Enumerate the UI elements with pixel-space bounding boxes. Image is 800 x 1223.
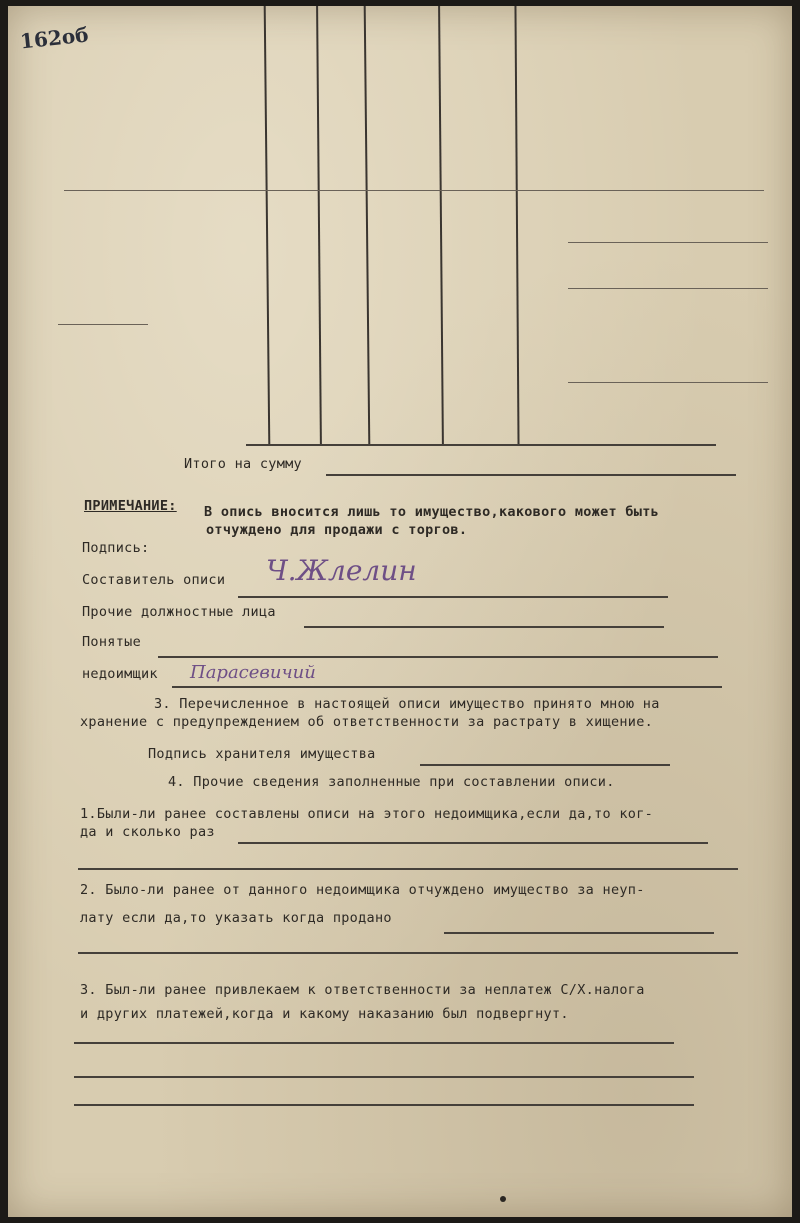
table-bottom-line <box>246 444 716 446</box>
question1-blank-line <box>78 868 738 870</box>
punch-hole <box>500 1196 506 1202</box>
question3-blank-line <box>74 1042 674 1044</box>
document-page <box>8 6 792 1217</box>
item3-line-1: 3. Перечисленное в настоящей описи имущество принято мною на <box>154 696 660 712</box>
compiler-signature: Ч.Жлелин <box>266 554 417 587</box>
table-column-line <box>364 6 371 446</box>
question3-blank-line <box>74 1104 694 1106</box>
table-faint-rule <box>58 324 148 325</box>
question2-blank-line <box>78 952 738 954</box>
total-label: Итого на сумму <box>184 456 302 472</box>
signatures-label: Подпись: <box>82 540 150 556</box>
arrears-signature: Парасевичий <box>190 662 316 683</box>
table-column-line <box>264 6 271 446</box>
witnesses-label: Понятые <box>82 634 141 650</box>
note-label: ПРИМЕЧАНИЕ: <box>84 498 177 514</box>
question1-line-2: да и сколько раз <box>80 824 215 840</box>
note-line-2: отчуждено для продажи с торгов. <box>206 522 468 538</box>
other-officials-label: Прочие должностные лица <box>82 604 276 620</box>
table-column-line <box>438 6 444 446</box>
table-faint-rule <box>64 190 764 191</box>
question3-blank-line <box>74 1076 694 1078</box>
arrears-label: недоимщик <box>82 666 158 682</box>
archive-number: 162об <box>18 22 90 54</box>
witnesses-underline <box>158 656 718 658</box>
item4-heading: 4. Прочие сведения заполненные при составлении описи. <box>168 774 615 790</box>
table-column-line <box>316 6 322 446</box>
table-faint-rule <box>568 242 768 243</box>
total-underline <box>326 474 736 476</box>
table-faint-rule <box>568 288 768 289</box>
compiler-underline <box>238 596 668 598</box>
compiler-label: Составитель описи <box>82 572 226 588</box>
question3-line-2: и других платежей,когда и какому наказанию был подвергнут. <box>80 1006 569 1022</box>
question2-line-1: 2. Было-ли ранее от данного недоимщика отчуждено имущество за неуп- <box>80 882 645 898</box>
question3-line-1: 3. Был-ли ранее привлекаем к ответственности за неплатеж С/Х.налога <box>80 982 645 998</box>
custodian-label: Подпись хранителя имущества <box>148 746 376 762</box>
table-column-line <box>514 6 519 446</box>
arrears-underline <box>172 686 722 688</box>
question2-underline <box>444 932 714 934</box>
custodian-underline <box>420 764 670 766</box>
note-line-1: В опись вносится лишь то имущество,какового может быть <box>204 504 660 520</box>
other-officials-underline <box>304 626 664 628</box>
question1-underline <box>238 842 708 844</box>
item3-line-2: хранение с предупреждением об ответственности за растрату в хищение. <box>80 714 654 730</box>
question1-line-1: 1.Были-ли ранее составлены описи на этого недоимщика,если да,то ког- <box>80 806 654 822</box>
question2-line-2: лату если да,то указать когда продано <box>80 910 392 926</box>
table-faint-rule <box>568 382 768 383</box>
